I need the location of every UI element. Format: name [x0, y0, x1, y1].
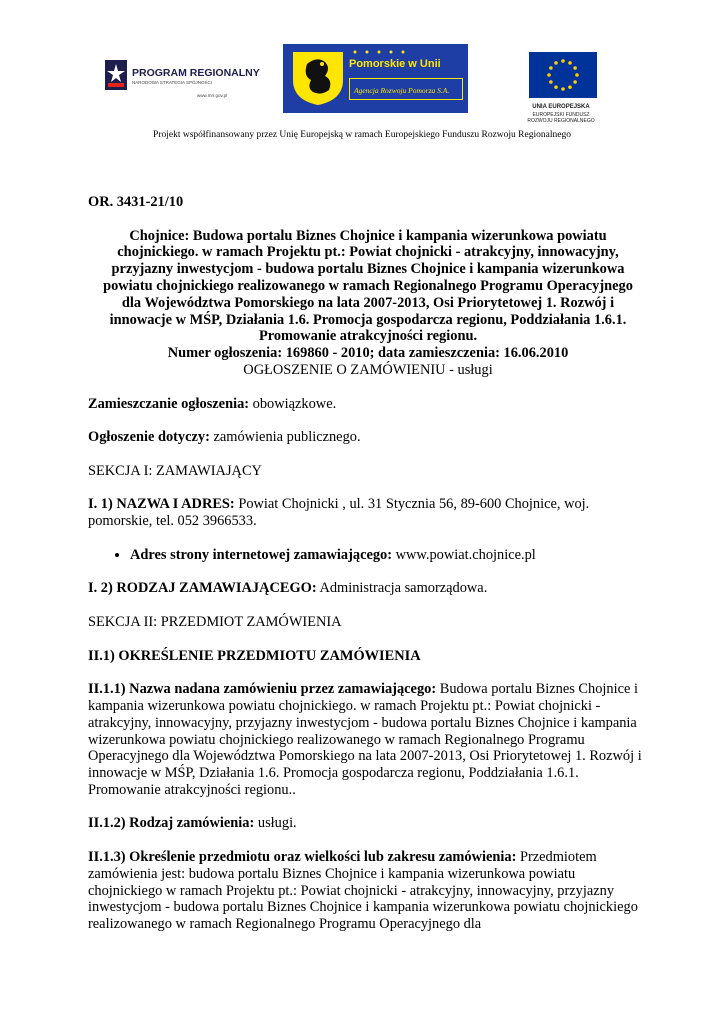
placement-value: obowiązkowe.: [249, 395, 337, 412]
i2-value: Administracja samorządowa.: [316, 580, 488, 597]
ii11-value: Budowa portalu Biznes Chojnice i kampania wizerunkowa powiatu chojnickiego. w ramach Projektu pt.: Powiat chojnicki - atrakcyjny, innowacyjny, przyjazny inwestycjom - budowa portalu Biznes Chojnice i kampania wizerunkowa powiatu chojnickiego realizowanego w ramach Regionalnego Programu Operacyjnego dla Województwa Pomorskiego na lata 2007-2013, Osi Priorytetowej 1. Rozwój i innowacje w MŚP, Działania 1.6. Promocja gospodarcza regionu, Poddziałania 1.6.1. Promowanie atrakcyjności regionu..: [88, 681, 642, 798]
section-2-heading: SEKCJA II: PRZEDMIOT ZAMÓWIENIA: [88, 613, 342, 630]
ii12-value: usługi.: [254, 815, 297, 832]
concerns-label: Ogłoszenie dotyczy:: [88, 429, 210, 446]
logo-bar: [0, 44, 724, 134]
eu-star: [573, 66, 577, 70]
notice-title: Chojnice: Budowa portalu Biznes Chojnice i kampania wizerunkowa powiatu chojnickiego. w ramach Projektu pt.: Powiat chojnicki - atrakcyjny, innowacyjny, przyjazny inwestycjom - budowa portalu Biznes Chojnice i kampania wizerunkowa powiatu chojnickiego realizowanego w ramach Regionalnego Programu Operacyjnego dla Województwa Pomorskiego na lata 2007-2013, Osi Priorytetowej 1. Rozwój i innowacje w MŚP, Działania 1.6. Promocja gospodarcza regionu, Poddziałania 1.6.1. Promowanie atrakcyjności regionu.: [103, 227, 633, 345]
program-regionalny-subtitle: NARODOWA STRATEGIA SPÓJNOŚCI: [132, 80, 213, 85]
website-value: www.powiat.chojnice.pl: [392, 546, 536, 563]
eu-star: [549, 80, 553, 84]
eu-star: [547, 73, 551, 77]
placement-label: Zamieszczanie ogłoszenia:: [88, 395, 250, 412]
eu-logo: [517, 52, 605, 142]
ii13-row: [88, 849, 648, 933]
ii1-heading: II.1) OKREŚLENIE PRZEDMIOTU ZAMÓWIENIA: [88, 647, 421, 664]
placement-row: [88, 396, 648, 413]
pomorskie-subtitle-box: [349, 78, 463, 100]
program-regionalny-logo: [105, 60, 260, 100]
ii12-label: II.1.2) Rodzaj zamówienia:: [88, 815, 255, 832]
eu-star: [561, 59, 565, 63]
cofinancing-note: Projekt współfinansowany przez Unię Europejską w ramach Europejskiego Funduszu Rozwoju Regionalnego: [153, 130, 571, 140]
i1-row: [88, 496, 648, 530]
ii11-label: II.1.1) Nazwa nadana zamówieniu przez zamawiającego:: [88, 681, 437, 698]
program-regionalny-mark-icon: [105, 60, 127, 90]
eu-star: [549, 66, 553, 70]
eu-star: [575, 73, 579, 77]
notice-body: [88, 194, 648, 933]
i1-value: Powiat Chojnicki , ul. 31 Stycznia 56, 89-600 Chojnice, woj. pomorskie, tel. 052 3966533.: [88, 496, 590, 530]
i1-label: I. 1) NAZWA I ADRES:: [88, 496, 235, 513]
pomorskie-logo: [283, 44, 468, 113]
eu-label-1: UNIA EUROPEJSKA: [532, 104, 590, 110]
concerns-value: zamówienia publicznego.: [209, 429, 361, 446]
eu-star: [554, 85, 558, 89]
ii13-label: II.1.3) Określenie przedmiotu oraz wielkości lub zakresu zamówienia:: [88, 849, 517, 866]
notice-number-line: Numer ogłoszenia: 169860 - 2010; data zamieszczenia: 16.06.2010: [167, 345, 569, 362]
ii11-row: [88, 681, 648, 799]
website-list: [88, 547, 648, 564]
program-regionalny-title: PROGRAM REGIONALNY: [132, 67, 260, 79]
griffin-crest-icon: [289, 50, 347, 106]
website-item: [130, 547, 648, 564]
ii12-row: [88, 815, 648, 832]
program-regionalny-url: www.mrr.gov.pl: [197, 93, 228, 98]
section-1-heading: SEKCJA I: ZAMAWIAJĄCY: [88, 462, 262, 479]
eu-star: [561, 87, 565, 91]
eu-flag-icon: [529, 52, 597, 98]
eu-label-3: ROZWOJU REGIONALNEGO: [527, 118, 595, 124]
eu-star: [568, 61, 572, 65]
eu-star: [568, 85, 572, 89]
notice-type: OGŁOSZENIE O ZAMÓWIENIU - usługi: [243, 361, 493, 378]
eu-star: [554, 61, 558, 65]
ii13-value: Przedmiotem zamówienia jest: budowa portalu Biznes Chojnice i kampania wizerunkowa powiatu chojnickiego w ramach Projektu pt.: Powiat chojnicki - atrakcyjny, innowacyjny, przyjazny inwestycjom - budowa portalu Biznes Chojnice i kampania wizerunkowa powiatu chojnickiego realizowanego w ramach Regionalnego Programu Operacyjnego dla: [88, 849, 638, 933]
pomorskie-subtitle: Agencja Rozwoju Pomorza S.A.: [354, 86, 450, 95]
pomorskie-title: Pomorskie w Unii: [349, 58, 441, 70]
website-label: Adres strony internetowej zamawiającego:: [130, 546, 393, 563]
i2-row: [88, 580, 648, 597]
concerns-row: [88, 429, 648, 446]
eu-star: [573, 80, 577, 84]
reference-number: OR. 3431-21/10: [88, 194, 184, 210]
eu-label-2: EUROPEJSKI FUNDUSZ: [532, 112, 590, 118]
stars-icon: [349, 48, 429, 56]
i2-label: I. 2) RODZAJ ZAMAWIAJĄCEGO:: [88, 580, 317, 597]
